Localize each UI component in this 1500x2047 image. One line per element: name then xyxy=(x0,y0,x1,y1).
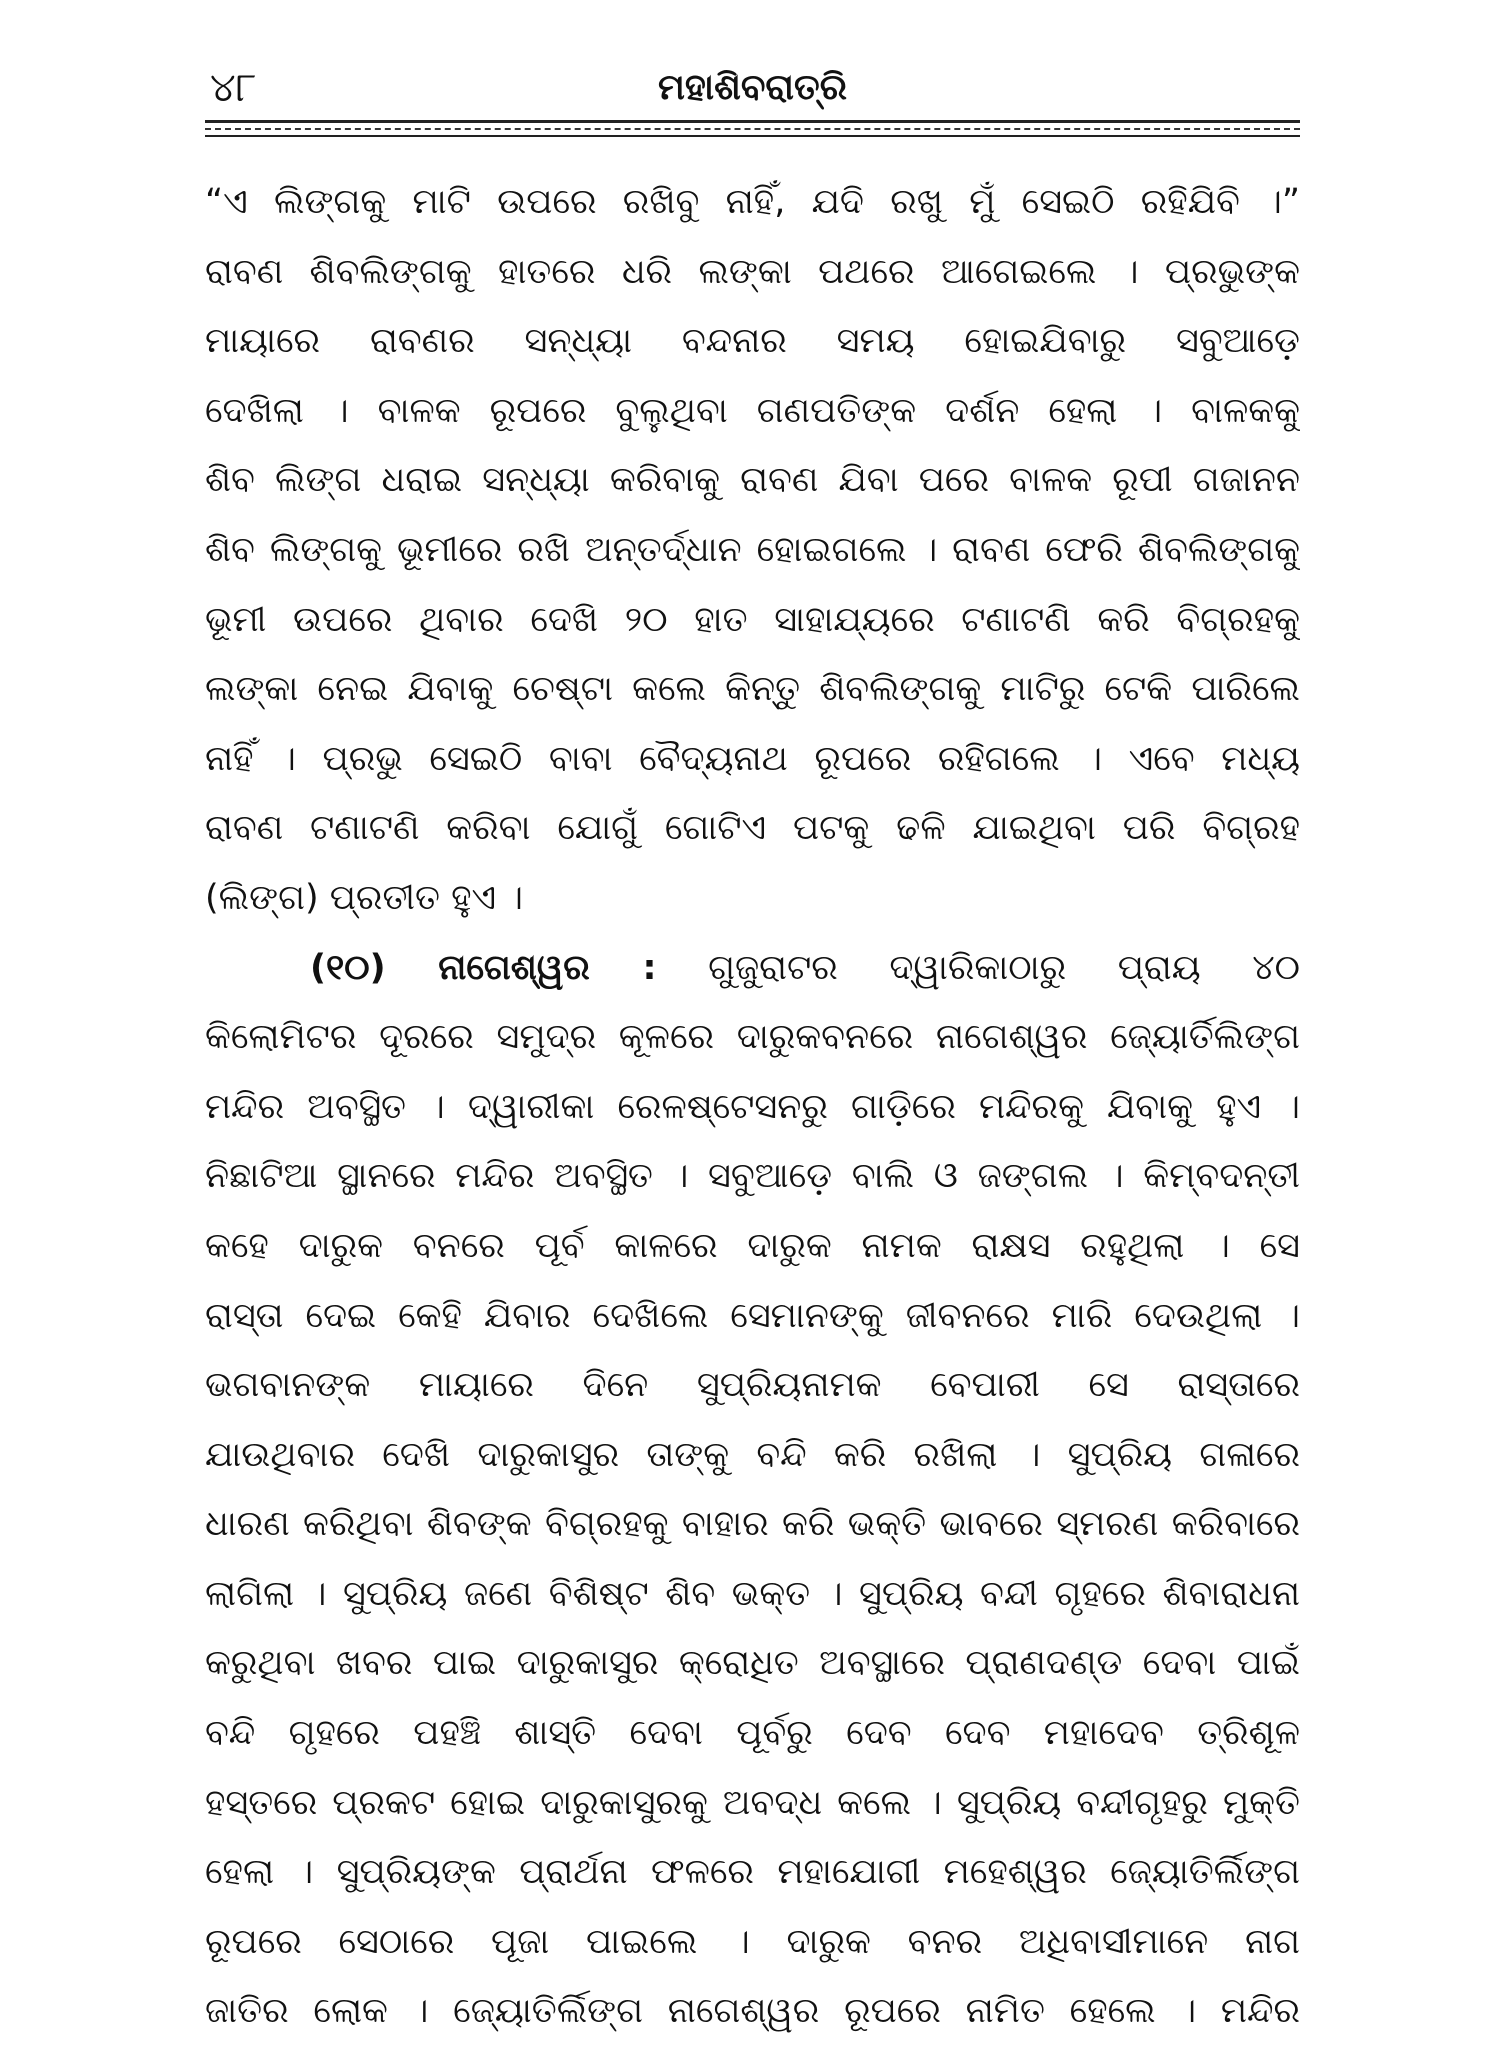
text-line: ଲଙ୍କା ନେଇ ଯିବାକୁ ଚେଷ୍ଟା କଲେ କିନ୍ତୁ ଶିବଲିଙ୍ଗକୁ ମାଟିରୁ ଟେକି ପାରିଲେ xyxy=(205,669,1300,710)
text-line: ଶିବ ଲିଙ୍ଗକୁ ଭୂମୀରେ ରଖି ଅନ୍ତର୍ଦ୍ଧାନ ହୋଇଗଲେ । ରାବଣ ଫେରି ଶିବଲିଙ୍ଗକୁ xyxy=(205,529,1300,570)
text-line: ଦେଖିଲା । ବାଳକ ରୂପରେ ବୁଲୁଥିବା ଗଣପତିଙ୍କ ଦର୍ଶନ ହେଲା । ବାଳକକୁ xyxy=(205,390,1300,431)
text-line: ରାବଣ ଶିବଲିଙ୍ଗକୁ ହାତରେ ଧରି ଲଙ୍କା ପଥରେ ଆଗେଇଲେ । ପ୍ରଭୁଙ୍କ xyxy=(205,251,1300,292)
header-rule-middle xyxy=(205,128,1300,130)
header-rule-top xyxy=(205,120,1300,123)
text-line: ରୂପରେ ସେଠାରେ ପୂଜା ପାଇଲେ । ଦାରୁକ ବନର ଅଧିବାସୀମାନେ ନାଗ xyxy=(205,1921,1300,1962)
text-line: ହସ୍ତରେ ପ୍ରକଟ ହୋଇ ଦାରୁକାସୁରକୁ ଅବଦ୍ଧ କଲେ । ସୁପ୍ରିୟ ବନ୍ଦୀଗୃହରୁ ମୁକ୍ତି xyxy=(205,1782,1300,1823)
text-line: ହେଲା । ସୁପ୍ରିୟଙ୍କ ପ୍ରାର୍ଥନା ଫଳରେ ମହାଯୋଗୀ ମହେଶ୍ୱର ଜ୍ୟୋତିର୍ଲିଙ୍ଗ xyxy=(205,1852,1300,1893)
text-line: ଶିବ ଲିଙ୍ଗ ଧରାଇ ସନ୍ଧ୍ୟା କରିବାକୁ ରାବଣ ଯିବା ପରେ ବାଳକ ରୂପୀ ଗଜାନନ xyxy=(205,460,1300,501)
section-first-line xyxy=(205,934,1300,1004)
text-line: ବନ୍ଦି ଗୃହରେ ପହଞ୍ଚି ଶାସ୍ତି ଦେବା ପୂର୍ବରୁ ଦେବ ଦେବ ମହାଦେବ ତ୍ରିଶୂଳ xyxy=(205,1713,1300,1754)
page-number: ୪୮ xyxy=(210,65,257,111)
text-line: (ଲିଙ୍ଗ) ପ୍ରତୀତ ହୁଏ । xyxy=(205,877,524,918)
text-line: ଭଗବାନଙ୍କ ମାୟାରେ ଦିନେ ସୁପ୍ରିୟନାମକ ବେପାରୀ ସେ ରାସ୍ତାରେ xyxy=(205,1365,1300,1406)
text-line: ଧାରଣ କରିଥିବା ଶିବଙ୍କ ବିଗ୍ରହକୁ ବାହାର କରି ଭକ୍ତି ଭାବରେ ସ୍ମରଣ କରିବାରେ xyxy=(205,1504,1300,1545)
text-line: ନାହିଁ । ପ୍ରଭୁ ସେଇଠି ବାବା ବୈଦ୍ୟନାଥ ରୂପରେ ରହିଗଲେ । ଏବେ ମଧ୍ୟ xyxy=(205,738,1300,779)
running-title: ମହାଶିବରାତ୍ରି xyxy=(657,67,848,108)
section-first-line-text: ଗୁଜୁରାଟର ଦ୍ୱାରିକାଠାରୁ ପ୍ରାୟ ୪୦ xyxy=(708,947,1300,988)
text-line: “ଏ ଲିଙ୍ଗକୁ ମାଟି ଉପରେ ରଖିବୁ ନାହିଁ, ଯଦି ରଖୁ ମୁଁ ସେଇଠି ରହିଯିବି ।” xyxy=(205,182,1300,222)
text-line: ମାୟାରେ ରାବଣର ସନ୍ଧ୍ୟା ବନ୍ଦନାର ସମୟ ହୋଇଯିବାରୁ ସବୁଆଡ଼େ xyxy=(205,321,1300,362)
text-line: ରାବଣ ଟଣାଟଣି କରିବା ଯୋଗୁଁ ଗୋଟିଏ ପଟକୁ ଢଳି ଯାଇଥିବା ପରି ବିଗ୍ରହ xyxy=(205,808,1300,849)
text-line: କିଲୋମିଟର ଦୂରରେ ସମୁଦ୍ର କୂଳରେ ଦାରୁକବନରେ ନାଗେଶ୍ୱର ଜ୍ୟୋର୍ତିଲିଙ୍ଗ xyxy=(205,1017,1300,1058)
page-header xyxy=(210,58,1295,118)
text-line: ଲାଗିଲା । ସୁପ୍ରିୟ ଜଣେ ବିଶିଷ୍ଟ ଶିବ ଭକ୍ତ । ସୁପ୍ରିୟ ବନ୍ଦୀ ଗୃହରେ ଶିବାରାଧନା xyxy=(205,1573,1300,1614)
header-rule-bottom xyxy=(205,135,1300,137)
text-line: ମନ୍ଦିର ଅବସ୍ଥିତ । ଦ୍ୱାରୀକା ରେଳଷ୍ଟେସନରୁ ଗାଡ଼ିରେ ମନ୍ଦିରକୁ ଯିବାକୁ ହୁଏ । xyxy=(205,1086,1300,1127)
paragraph-2 xyxy=(205,934,1300,2047)
text-line: ନିଛାଟିଆ ସ୍ଥାନରେ ମନ୍ଦିର ଅବସ୍ଥିତ । ସବୁଆଡ଼େ ବାଲି ଓ ଜଙ୍ଗଲ । କିମ୍ବଦନ୍ତୀ xyxy=(205,1156,1300,1197)
text-line: ଜାତିର ଲୋକ । ଜ୍ୟୋତିର୍ଲିଙ୍ଗ ନାଗେଶ୍ୱର ରୂପରେ ନାମିତ ହେଲେ । ମନ୍ଦିର xyxy=(205,1991,1300,2032)
text-line: କରୁଥିବା ଖବର ପାଇ ଦାରୁକାସୁର କ୍ରୋଧିତ ଅବସ୍ଥାରେ ପ୍ରାଣଦଣ୍ଡ ଦେବା ପାଇଁ xyxy=(205,1643,1300,1684)
body-text xyxy=(205,168,1300,2047)
paragraph-1 xyxy=(205,168,1300,934)
text-line: ଭୂମୀ ଉପରେ ଥିବାର ଦେଖି ୨୦ ହାତ ସାହାଯ୍ୟରେ ଟଣାଟଣି କରି ବିଗ୍ରହକୁ xyxy=(205,599,1300,640)
text-line: କହେ ଦାରୁକ ବନରେ ପୂର୍ବ କାଳରେ ଦାରୁକ ନାମକ ରାକ୍ଷସ ରହୁଥିଲା । ସେ xyxy=(205,1225,1300,1266)
text-line: ଯାଉଥିବାର ଦେଖି ଦାରୁକାସୁର ତାଙ୍କୁ ବନ୍ଦି କରି ରଖିଲା । ସୁପ୍ରିୟ ଗଳାରେ xyxy=(205,1434,1300,1475)
section-heading: (୧୦) ନାଗେଶ୍ୱର : xyxy=(310,947,657,988)
text-line: ରାସ୍ତା ଦେଇ କେହି ଯିବାର ଦେଖିଲେ ସେମାନଙ୍କୁ ଜୀବନରେ ମାରି ଦେଉଥିଲା । xyxy=(205,1295,1300,1336)
